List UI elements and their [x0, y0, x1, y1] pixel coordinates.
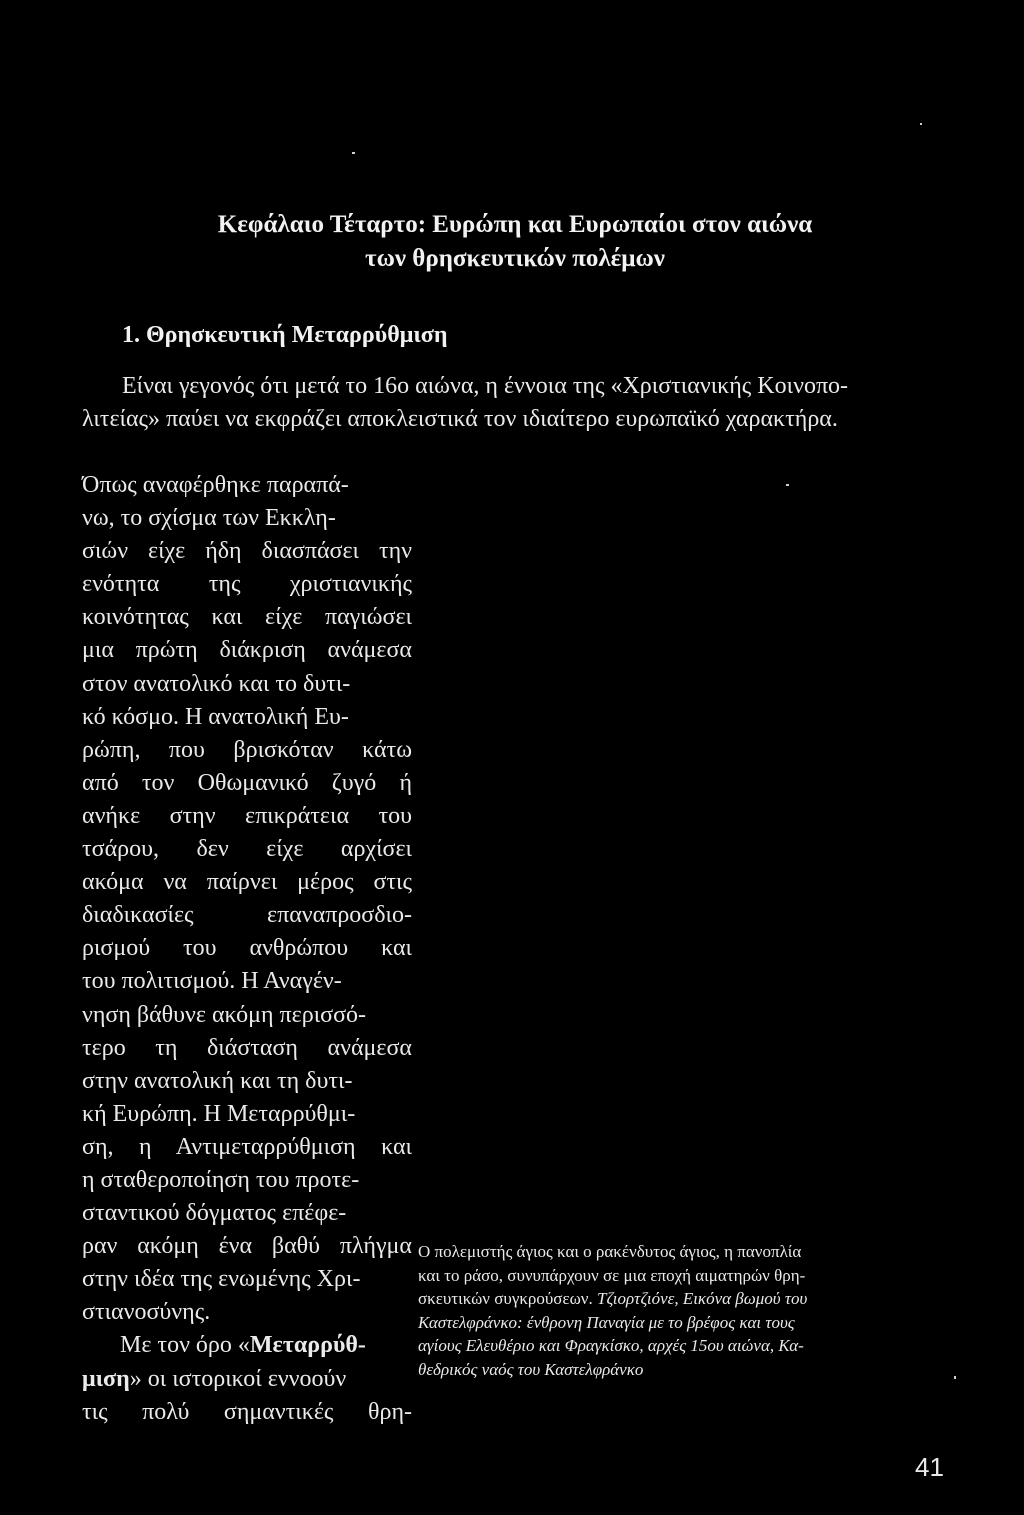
section-heading: 1. Θρησκευτική Μεταρρύθμιση: [122, 322, 448, 348]
caption-italic: Τζιορτζιόνε, Εικόνα βωμού του: [596, 1289, 808, 1308]
body-line: στην ιδέα της ενωμένης Χρι-: [82, 1266, 361, 1293]
body-line: ακόμα να παίρνει μέρος στις: [82, 869, 412, 896]
caption-line: [418, 1287, 958, 1311]
caption-italic: Καστελφράνκο: ένθρονη Παναγία με το βρέφος και τους: [418, 1312, 795, 1332]
scan-speck: [954, 1376, 956, 1379]
body-line: ρισμού του ανθρώπου και: [82, 935, 412, 962]
caption-line: [418, 1334, 958, 1358]
term-suffix: » οι ιστορικοί εννοούν: [129, 1365, 347, 1392]
scan-speck: [352, 152, 355, 154]
body-line: κό κόσμο. Η ανατολική Ευ-: [82, 703, 349, 730]
term-bold-part-1: Μεταρρύθ-: [249, 1332, 366, 1359]
intro-line: λιτείας» παύει να εκφράζει αποκλειστικά τον ιδιαίτερο ευρωπαϊκό χαρακτήρα.: [82, 406, 838, 432]
body-column: [82, 469, 412, 1429]
body-line: νω, το σχίσμα των Εκκλη-: [82, 505, 336, 532]
image-caption: [418, 1240, 958, 1381]
body-line: η σταθεροποίηση του προτε-: [82, 1166, 360, 1193]
caption-line: [418, 1311, 958, 1335]
chapter-title: [80, 208, 950, 276]
term-bold-part-2: μιση: [82, 1365, 130, 1392]
caption-italic: αγίους Ελευθέριο και Φραγκίσκο, αρχές 15ου αιώνα, Κα-: [418, 1336, 804, 1355]
body-line: στον ανατολικό και το δυτι-: [82, 670, 351, 697]
scan-speck: [920, 123, 922, 125]
body-line: ρώπη, που βρισκόταν κάτω: [82, 736, 412, 763]
body-line: από τον Οθωμανικό ζυγό ή: [82, 769, 412, 796]
caption-plain: σκευτικών συγκρούσεων.: [418, 1289, 597, 1308]
body-line: του πολιτισμού. Η Αναγέν-: [82, 968, 342, 995]
body-line: ενότητα της χριστιανικής: [82, 571, 412, 598]
intro-line: Είναι γεγονός ότι μετά το 16ο αιώνα, η έννοια της «Χριστιανικής Κοινοπο-: [122, 373, 849, 399]
page-number: 41: [915, 1452, 944, 1482]
body-line: νηση βάθυνε ακόμη περισσό-: [82, 1001, 367, 1028]
caption-line: Ο πολεμιστής άγιος και ο ρακένδυτος άγιος, η πανοπλία: [418, 1242, 802, 1261]
caption-italic: θεδρικός ναός του Καστελφράνκο: [418, 1359, 644, 1379]
body-line: τσάρου, δεν είχε αρχίσει: [82, 836, 412, 863]
caption-line: και το ράσο, συνυπάρχουν σε μια εποχή αιματηρών θρη-: [418, 1265, 806, 1285]
body-line: διαδικασίες επαναπροσδιο-: [82, 902, 412, 929]
body-line: τις πολύ σημαντικές θρη-: [82, 1398, 412, 1425]
body-line: ανήκε στην επικράτεια του: [82, 802, 412, 829]
chapter-title-line-2: των θρησκευτικών πολέμων: [365, 245, 665, 272]
scan-speck: [786, 484, 789, 486]
body-line: ραν ακόμη ένα βαθύ πλήγμα: [82, 1233, 412, 1260]
body-line: μια πρώτη διάκριση ανάμεσα: [82, 637, 412, 664]
body-line: τερο τη διάσταση ανάμεσα: [82, 1034, 412, 1061]
caption-line: [418, 1358, 958, 1382]
term-prefix: Με τον όρο «: [120, 1332, 250, 1359]
body-line: σταντικού δόγματος επέφε-: [82, 1200, 347, 1227]
body-line: ση, η Αντιμεταρρύθμιση και: [82, 1133, 412, 1160]
chapter-title-line-1: Κεφάλαιο Τέταρτο: Ευρώπη και Ευρωπαίοι στον αιώνα: [217, 211, 813, 238]
body-line: στην ανατολική και τη δυτι-: [82, 1067, 353, 1094]
body-line-term-start: [82, 1329, 412, 1362]
body-line: σιών είχε ήδη διασπάσει την: [82, 538, 412, 565]
body-line: στιανοσύνης.: [82, 1299, 211, 1326]
body-line: κοινότητας και είχε παγιώσει: [82, 604, 412, 631]
intro-paragraph: [82, 370, 950, 436]
body-line-term-end: [82, 1363, 412, 1396]
body-line: Όπως αναφέρθηκε παραπά-: [82, 472, 349, 498]
body-line: κή Ευρώπη. Η Μεταρρύθμι-: [82, 1100, 356, 1127]
